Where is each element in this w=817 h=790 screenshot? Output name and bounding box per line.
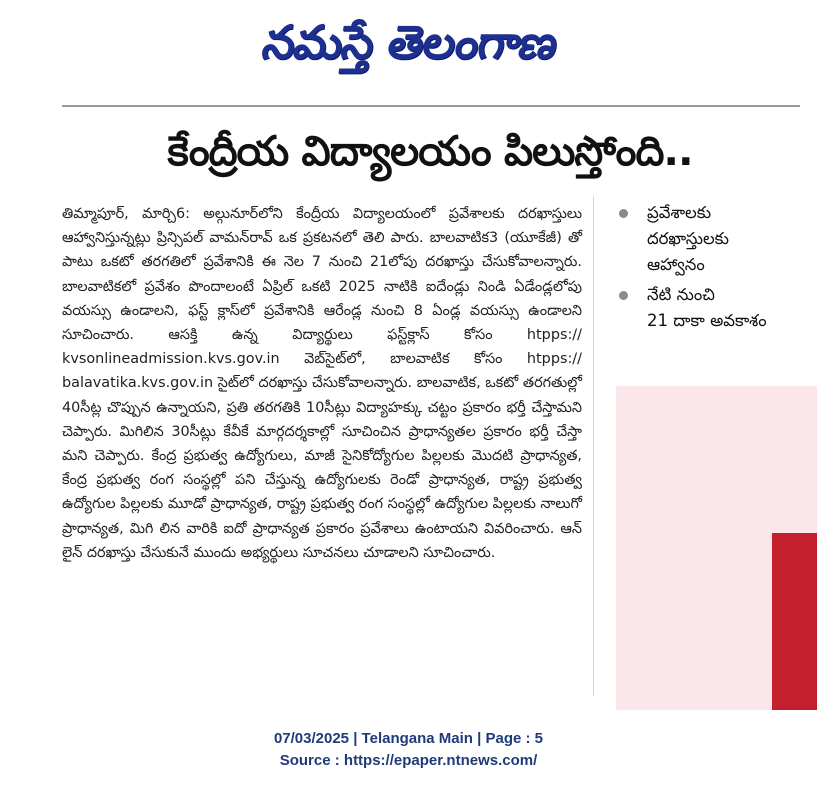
edition-info: 07/03/2025 | Telangana Main | Page : 5	[273, 730, 544, 747]
highlight-line: ఆహ్వానం	[647, 255, 705, 274]
body-line: లైన్ దరఖాస్తు చేసుకునే ముందు అభ్యర్థులు సూచనలు చూడాలని సూచించారు.	[62, 544, 496, 561]
highlight-line: నేటి నుంచి	[647, 285, 715, 304]
body-line: htpps:// balavatika.kvs.gov.in సైట్‌లో దరఖాస్తు చేసుకోవాలన్నారు.	[62, 351, 582, 392]
source-link[interactable]: Source : https://epaper.ntnews.com/	[279, 752, 538, 769]
column-divider	[593, 196, 594, 696]
newspaper-logo: నమస్తే తెలంగాణ	[258, 15, 562, 69]
body-line: 30సీట్లు కేవీకే మార్గదర్శకాల్లో సూచించిన ప్రాధాన్యతల ప్రకారం భర్తీ చేస్తా	[171, 423, 582, 440]
body-line: పొందాలంటే ఏప్రిల్ ఒకటి 2025 నాటికి ఐదేండ్లు నిండి ఏడేండ్లలోపు	[188, 278, 583, 295]
body-line: రెండో ప్రాధాన్యత, రాష్ట్ర ప్రభుత్వ ఉద్యోగుల పిల్లలకు మూడో ప్రాధాన్యత,	[62, 472, 582, 513]
body-line: kvsonlineadmission.kvs.gov.in వెబ్‌సైట్‌లో, బాలవాటిక కోసం	[62, 351, 503, 368]
bullet-icon	[619, 209, 628, 218]
highlight-line: దరఖాస్తులకు	[647, 229, 730, 248]
highlight-item	[605, 282, 817, 334]
body-line: నెల 7 నుంచి 21లోపు దరఖాస్తు చేసుకోవాలన్నారు. బాలవాటికలో ప్రవేశం	[62, 254, 582, 295]
body-line: రాష్ట్ర ప్రభుత్వ రంగ సంస్థల్లో ఉద్యోగుల పిల్లలకు నాలుగో ప్రాధాన్యత, మిగి	[62, 496, 582, 537]
highlight-line: ప్రవేశాలకు	[647, 203, 712, 222]
body-line: లిన వారికి ఐదో ప్రాధాన్యత ప్రకారం ప్రవేశాలు ఉంటాయని వివరించారు. ఆన్	[159, 520, 583, 537]
body-line: వయస్సు ఉండాలని, ఫస్ట్ క్లాస్‌లో ప్రవేశానికి ఆరేండ్ల నుంచి 8 ఏండ్ల వయస్సు	[62, 302, 519, 319]
body-line: మని చెప్పారు. కేంద్ర ప్రభుత్వ ఉద్యోగులు, మాజీ సైనికోద్యోగుల పిల్లలకు	[62, 448, 465, 465]
masthead-divider	[62, 105, 800, 107]
highlight-item	[605, 200, 817, 278]
body-line: మొదటి ప్రాధాన్యత, కేంద్ర ప్రభుత్వ రంగ సంస్థల్లో పని చేస్తున్న ఉద్యోగులకు	[62, 448, 582, 489]
body-line: ఉండాలని సూచించారు. ఆసక్తి ఉన్న విద్యార్థులు ఫస్ట్‌క్లాస్ కోసం htpps://	[62, 302, 582, 344]
adjacent-article-red-block	[772, 533, 817, 710]
bullet-icon	[619, 291, 628, 300]
body-line: బాలవాటిక, ఒకటో తరగతుల్లో 40సీట్ల చొప్పున ఉన్నాయని, ప్రతి తరగతికి	[62, 375, 582, 416]
body-line: తిమ్మాపూర్, మార్చి6: అల్గునూర్‌లోని కేంద్రీయ విద్యాలయంలో ప్రవేశాలకు	[62, 206, 505, 222]
highlight-line: 21 దాకా అవకాశం	[647, 311, 767, 330]
body-line: దరఖాస్తులు ఆహ్వానిస్తున్నట్లు ప్రిన్సిపల్ వామన్‌రావ్ ఒక ప్రకటనలో తెలి	[62, 206, 582, 247]
highlights-list	[605, 200, 817, 338]
body-line: పారు. బాలవాటిక3 (యూకేజీ) తో పాటు ఒకటో తరగతిలో ప్రవేశానికి ఈ	[62, 230, 583, 271]
body-line: 10సీట్లు విద్యాహక్కు చట్టం ప్రకారం భర్తీ చేస్తామని చెప్పారు. మిగిలిన	[62, 399, 583, 440]
article-headline: కేంద్రీయ విద్యాలయం పిలుస్తోంది..	[167, 127, 693, 175]
article-body	[62, 202, 582, 565]
